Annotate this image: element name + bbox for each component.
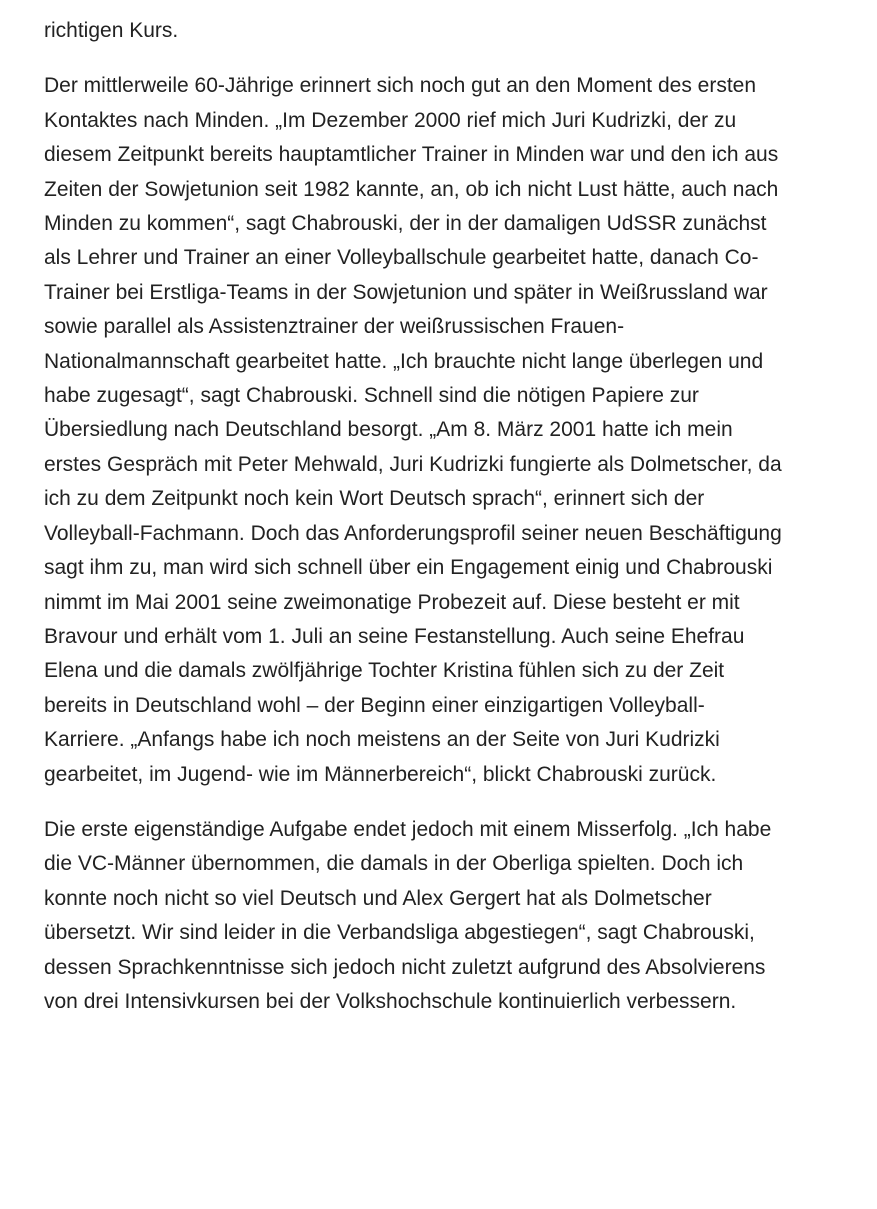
article-paragraph: Die erste eigenständige Aufgabe endet jedoch mit einem Misserfolg. „Ich habe die VC-Männer übernommen, die damals in der Oberliga spielten. Doch ich konnte noch nicht so viel Deutsch und Alex Gergert hat als Dolmetscher übersetzt. Wir sind leider in die Verbandsliga abgestiegen“, sagt Chabrouski, dessen Sprachkenntnisse sich jedoch nicht zuletzt aufgrund des Absolvierens von drei Intensivkursen bei der Volkshochschule kontinuierlich verbessern. <box>44 817 772 1013</box>
article-body <box>44 14 784 1040</box>
article-paragraph: Der mittlerweile 60-Jährige erinnert sich noch gut an den Moment des ersten Kontaktes nach Minden. „Im Dezember 2000 rief mich Juri Kudrizki, der zu diesem Zeitpunkt bereits hauptamtlicher Trainer in Minden war und den ich aus Zeiten der Sowjetunion seit 1982 kannte, an, ob ich nicht Lust hätte, auch nach Minden zu kommen“, sagt Chabrouski, der in der damaligen UdSSR zunächst als Lehrer und Trainer an einer Volleyballschule gearbeitet hatte, danach Co-Trainer bei Erstliga-Teams in der Sowjetunion und später in Weißrussland war sowie parallel als Assistenztrainer der weißrussischen Frauen-Nationalmannschaft gearbeitet hatte. „Ich brauchte nicht lange überlegen und habe zugesagt“, sagt Chabrouski. Schnell sind die nötigen Papiere zur Übersiedlung nach Deutschland besorgt. „Am 8. März 2001 hatte ich mein erstes Gespräch mit Peter Mehwald, Juri Kudrizki fungierte als Dolmetscher, da ich zu dem Zeitpunkt noch kein Wort Deutsch sprach“, erinnert sich der Volleyball-Fachmann. Doch das Anforderungsprofil seiner neuen Beschäftigung sagt ihm zu, man wird sich schnell über ein Engagement einig und Chabrouski nimmt im Mai 2001 seine zweimonatige Probezeit auf. Diese besteht er mit Bravour und erhält vom 1. Juli an seine Festanstellung. Auch seine Ehefrau Elena und die damals zwölfjährige Tochter Kristina fühlen sich zu der Zeit bereits in Deutschland wohl – der Beginn einer einzigartigen Volleyball-Karriere. „Anfangs habe ich noch meistens an der Seite von Juri Kudrizki gearbeitet, im Jugend- wie im Männerbereich“, blickt Chabrouski zurück. <box>44 74 782 786</box>
article-paragraph: richtigen Kurs. <box>44 19 179 42</box>
